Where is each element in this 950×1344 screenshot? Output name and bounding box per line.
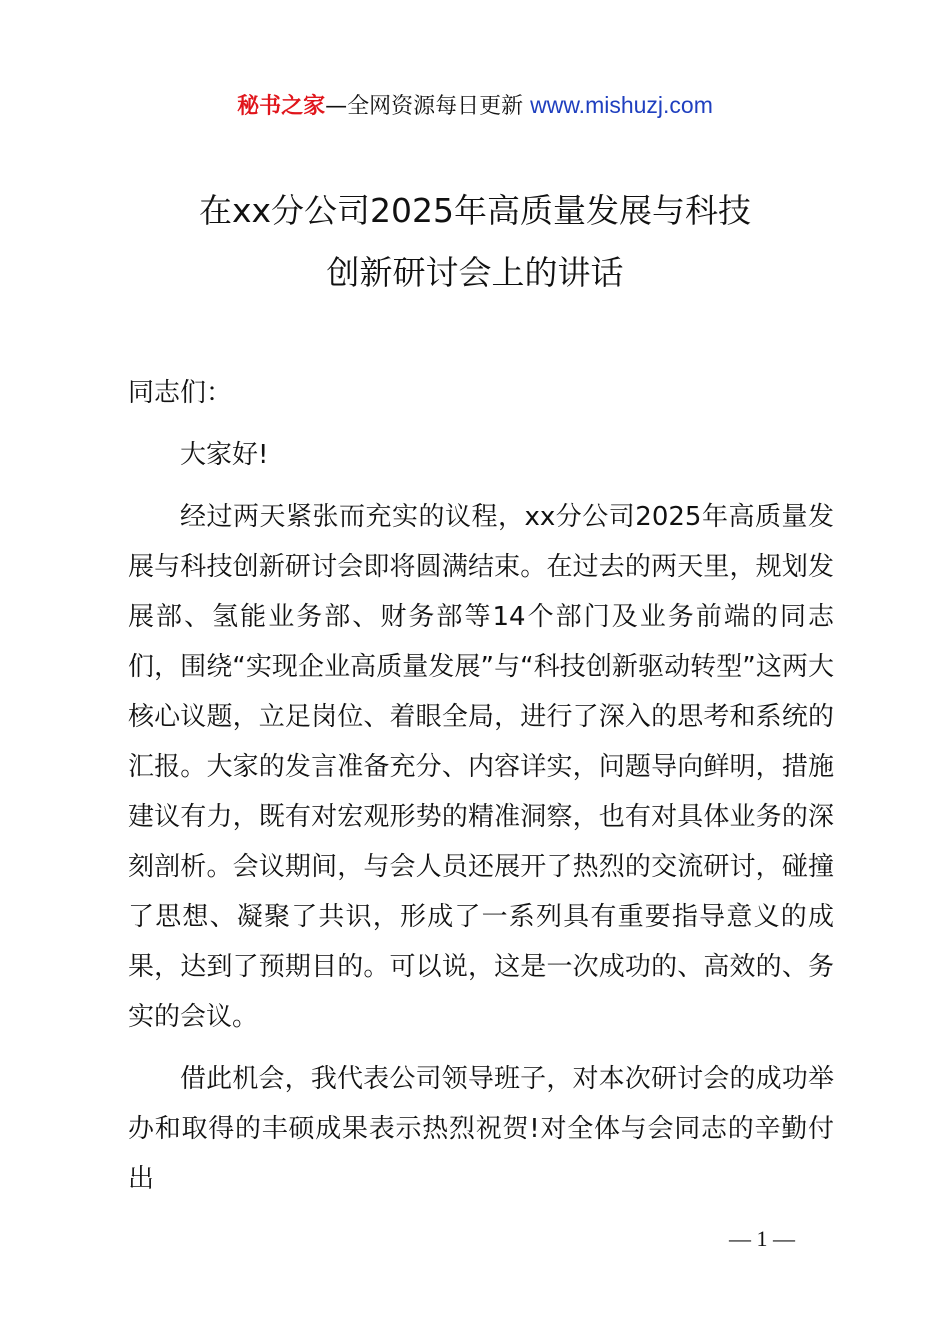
site-header (0, 88, 950, 124)
body-paragraph-2: 借此机会，我代表公司领导班子，对本次研讨会的成功举办和取得的丰硕成果表示热烈祝贺!对全体与会同志的辛勤付出 (128, 1064, 834, 1194)
title-line-1: 在xx分公司2025年高质量发展与科技 (198, 191, 752, 230)
page-number: — 1 — (729, 1226, 795, 1251)
brand-name: 秘书之家 (237, 94, 326, 119)
title-line-2: 创新研讨会上的讲话 (326, 253, 624, 292)
site-url-link[interactable]: www.mishuzj.com (530, 92, 713, 118)
greeting: 大家好! (180, 440, 269, 470)
header-tagline: —全网资源每日更新 (325, 94, 524, 119)
salutation: 同志们： (128, 378, 233, 408)
body-paragraph-1: 经过两天紧张而充实的议程，xx分公司2025年高质量发展与科技创新研讨会即将圆满结束。在过去的两天里，规划发展部、氢能业务部、财务部等14个部门及业务前端的同志们，围绕“实现企业高质量发展”与“科技创新驱动转型”这两大核心议题，立足岗位、着眼全局，进行了深入的思考和系统的汇报。大家的发言准备充分、内容详实，问题导向鲜明，措施建议有力，既有对宏观形势的精准洞察，也有对具体业务的深刻剖析。会议期间，与会人员还展开了热烈的交流研讨，碰撞了思想、凝聚了共识，形成了一系列具有重要指导意义的成果，达到了预期目的。可以说，这是一次成功的、高效的、务实的会议。 (128, 502, 834, 1032)
document-title (0, 180, 950, 304)
document-body (128, 368, 834, 1204)
